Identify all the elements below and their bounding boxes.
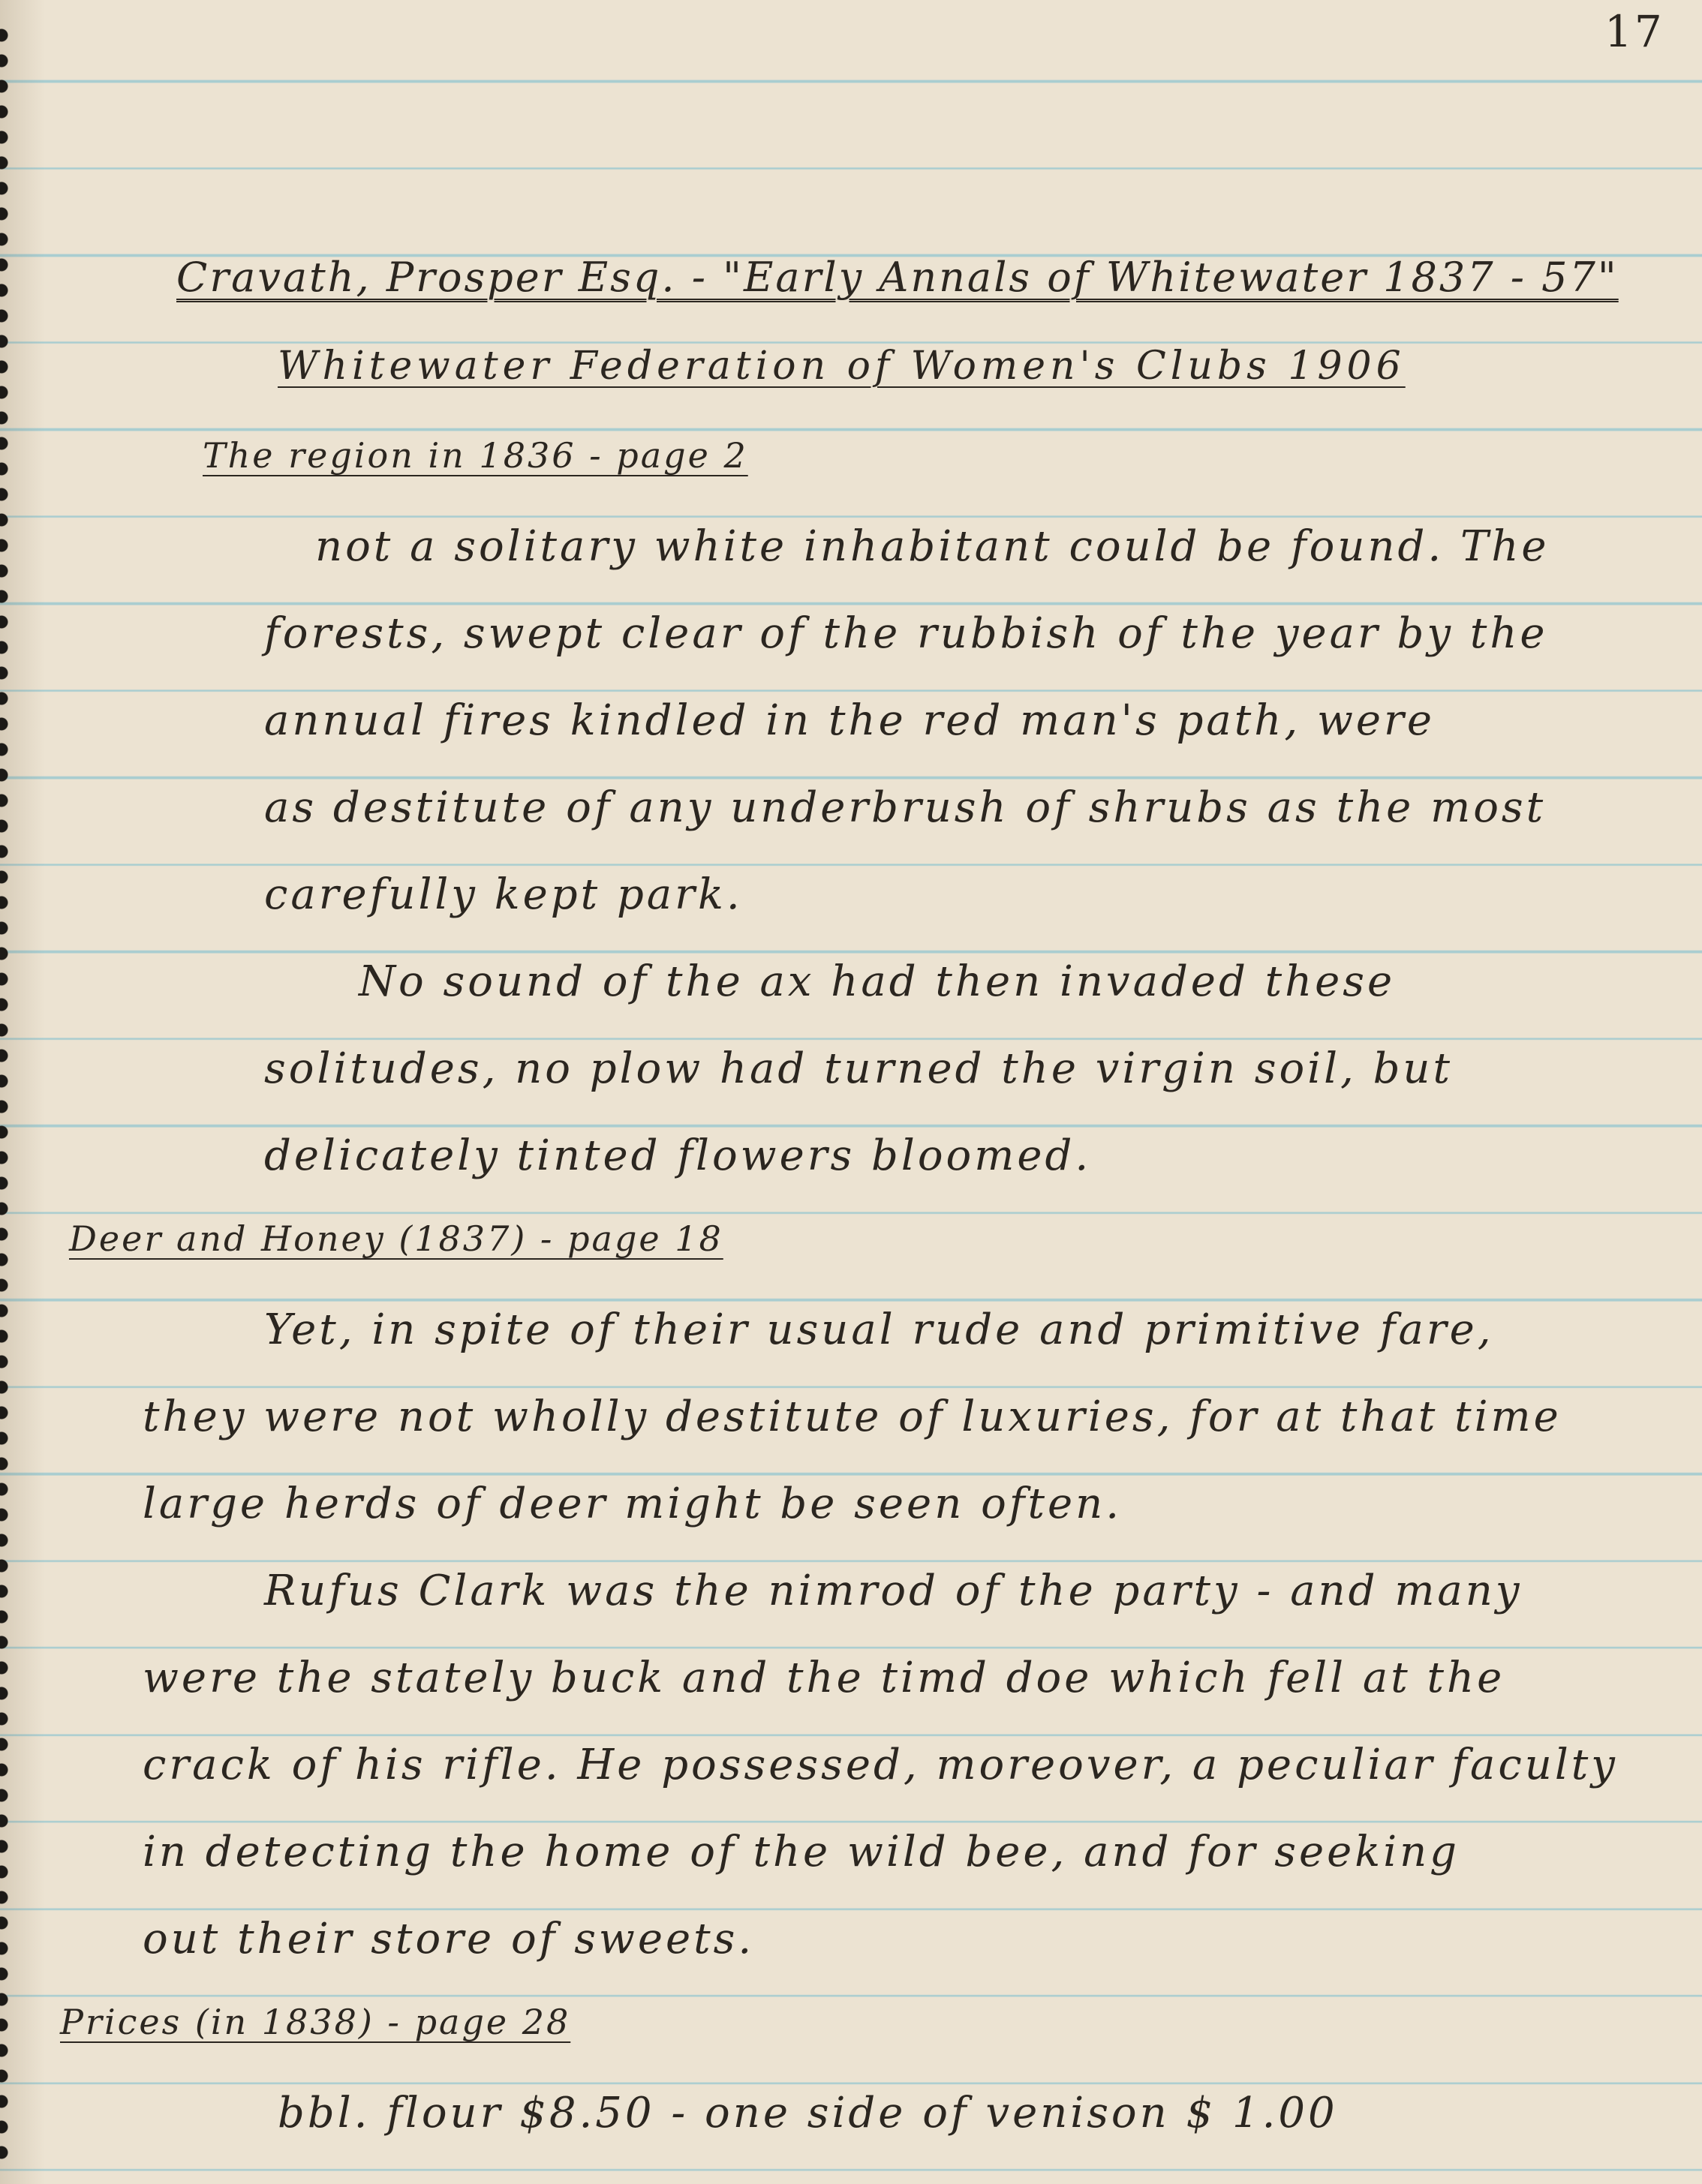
section-text-line: annual fires kindled in the red man's path, were	[264, 696, 1435, 745]
citation-publisher: Whitewater Federation of Women's Clubs 1906	[278, 344, 1406, 389]
section-text-line: large herds of deer might be seen often.	[143, 1480, 1123, 1528]
section-text-line: crack of his rifle. He possessed, moreover, a peculiar faculty	[143, 1741, 1618, 1789]
section-text-line: were the stately buck and the timd doe which fell at the	[143, 1654, 1505, 1702]
section-text-line: Rufus Clark was the nimrod of the party - and many	[264, 1567, 1523, 1615]
section-text-line: delicately tinted flowers bloomed.	[264, 1131, 1092, 1180]
section-text-line: bbl. flour $8.50 - one side of venison $ 1.00	[278, 2089, 1338, 2137]
section-text-line: not a solitary white inhabitant could be found. The	[315, 522, 1550, 571]
section-text-line: solitudes, no plow had turned the virgin soil, but	[264, 1044, 1454, 1093]
section-text-line: they were not wholly destitute of luxuries, for at that time	[143, 1392, 1562, 1441]
section-text-line: No sound of the ax had then invaded these	[359, 957, 1396, 1006]
section-heading-prices: Prices (in 1838) - page 28	[60, 2002, 571, 2042]
section-heading-region-1836: The region in 1836 - page 2	[203, 435, 748, 476]
citation-author-title: Cravath, Prosper Esq. - "Early Annals of Whitewater 1837 - 57"	[176, 254, 1619, 301]
section-text-line: as destitute of any underbrush of shrubs as the most	[264, 783, 1547, 832]
section-text-line: Yet, in spite of their usual rude and primitive fare,	[264, 1305, 1494, 1354]
section-text-line: out their store of sweets.	[143, 1915, 755, 1963]
section-text-line: in detecting the home of the wild bee, and for seeking	[143, 1828, 1460, 1876]
page-number: 17	[1604, 6, 1664, 57]
section-text-line: forests, swept clear of the rubbish of the year by the	[264, 609, 1548, 658]
section-heading-deer-and-honey: Deer and Honey (1837) - page 18	[69, 1218, 723, 1259]
section-text-line: carefully kept park.	[264, 870, 743, 919]
spiral-binding-holes	[0, 23, 14, 2168]
